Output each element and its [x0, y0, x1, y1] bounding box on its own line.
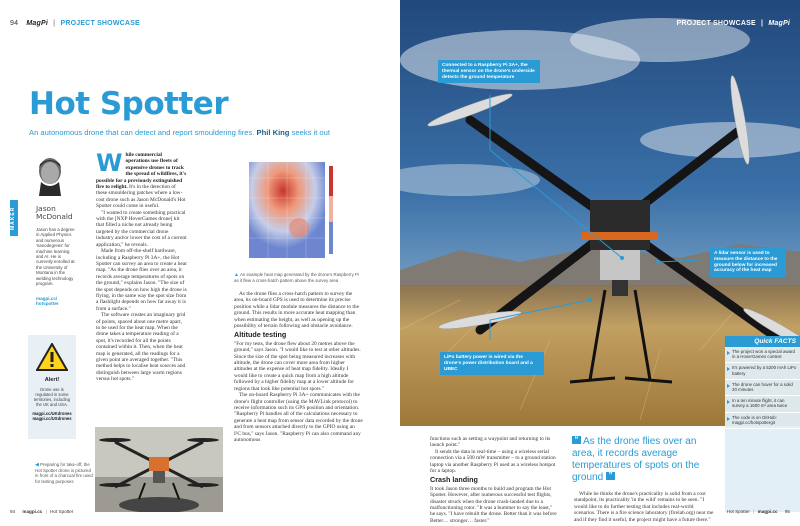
- standfirst-tail: seeks it out: [291, 128, 330, 137]
- maker-link[interactable]: [36, 296, 59, 307]
- footer-title: Hot Spotter: [726, 509, 750, 514]
- body-paragraph: functions such as setting a waypoint and returning to its launch point.": [430, 436, 551, 449]
- body-paragraph: As the drone flies a cross-hatch pattern to survey the area, its on-board GPS is used to determine its precise position while a lidar module measures the distance to the ground. This results in more accurate heat mapping than when estimating the height, as well as opening up the possibility of terrain following and obstacle avoidance.: [234, 291, 360, 330]
- quick-fact-item: The drone can hover for a solid 20 minutes: [725, 380, 800, 396]
- body-paragraph: Made from off-the-shelf hardware, including a Raspberry Pi 3A+, the Hot Spotter can survey an area to create a heat map. "As the drone flies over an area, it records average temperatures of spots on the ground," explains Jason. "The size of the spot depends on how high the drone is flying, in the same way the spot size from a flashlight depends on how far away it is from a surface.": [96, 248, 187, 312]
- pull-quote: [572, 436, 712, 484]
- heat-map-image: [241, 158, 339, 266]
- body-paragraph: It's in the detection of these smouldering patches where a low-cost drone such as Jason McDonald's Hot Spotter could come in useful.: [96, 184, 186, 210]
- section-label: PROJECT SHOWCASE: [60, 20, 140, 27]
- warning-icon: [36, 343, 68, 371]
- body-paragraph: It sends the data in real-time – using a wireless serial connection via a 500 mW transmitter – to a ground station laptop via another Raspberry Pi used as a wireless hotspot for a laptop.: [430, 448, 556, 475]
- quick-fact-item: It's powered by a 5200 mAh LiPo battery: [725, 363, 800, 379]
- quick-fact-item: The code is on GitHub: magpi.cc/hotspottergit: [725, 413, 800, 429]
- standfirst: [29, 128, 374, 137]
- section-label: PROJECT SHOWCASE: [676, 20, 756, 27]
- drone-photo-caption: [35, 462, 93, 484]
- pull-quote-text: As the drone flies over an area, it records average temperatures of spots on the ground: [572, 436, 700, 483]
- caption-arrow-icon: ▲: [234, 272, 239, 278]
- body-paragraph: "I wanted to create something practical with the [NXP HoverGames drone] kit that filled a niche not already being targeted by the commercial drone industry and/or lower the cost of a current application," he reveals.: [96, 209, 187, 248]
- quote-open-icon: “: [572, 436, 581, 444]
- right-header: PROJECT SHOWCASE | MagPi: [676, 20, 790, 27]
- maker-link-line1[interactable]: magpi.cc/: [36, 296, 58, 301]
- drop-cap: W: [96, 149, 123, 177]
- quick-facts-title: Quick FACTS: [725, 336, 800, 347]
- heat-map-caption: [234, 272, 364, 283]
- maker-name: [36, 205, 73, 221]
- body-column-4: [574, 491, 714, 523]
- quick-facts-list: [725, 347, 800, 429]
- quote-close-icon: ”: [606, 472, 615, 480]
- body-paragraph: The software creates an imaginary grid of points, spaced about one metre apart, to be used for the heat map. When the drone takes a temperature reading of a spot, it's recorded for all the points contained within it. Then, when the heat map is generated, all the readings for a given point are averaged together. "This method helps to localise heat sources and distinguish between large warm regions versus hot spots.": [96, 312, 186, 383]
- footer-title: Hot Spotter: [50, 509, 74, 514]
- maker-portrait: [28, 152, 72, 196]
- drone-photo: [95, 427, 223, 512]
- right-page: [400, 0, 800, 526]
- body-column-3: [430, 436, 558, 524]
- magazine-logo: MagPi: [26, 20, 48, 27]
- left-header: 94 MagPi | PROJECT SHOWCASE: [10, 20, 140, 27]
- subheading: Crash landing: [430, 475, 478, 485]
- maker-link-line2[interactable]: hotspotter: [36, 301, 59, 307]
- alert-link-us[interactable]: magpi.cc/USdrones: [32, 416, 72, 421]
- right-footer: Hot Spotter | magpi.cc 95: [726, 509, 790, 514]
- body-column-2: [234, 291, 363, 443]
- alert-text: Drone use is regulated in some territories, including the UK and USA.: [33, 387, 71, 407]
- page-number: 95: [784, 509, 790, 514]
- body-paragraph: The on-board Raspberry Pi 3A+ communicates with the drone's flight controller (using the MAVLink protocol) to receive information such its GPS position and orientation. "Raspberry Pi handles all of the calculations necessary to generate a heat map from sensor data recorded by the drone and from sensors attached directly to the GPIO using an I²C bus," says Jason. "Raspberry Pi can also command any autonomous: [234, 392, 363, 443]
- alert-link-uk[interactable]: magpi.cc/UKdrones: [32, 411, 72, 416]
- footer-mag: magpi.cc: [757, 509, 778, 514]
- caption-arrow-icon: ◀: [35, 462, 39, 468]
- caption-text: An example heat map generated by the drone's Raspberry Pi as it flew a cross-hatch pattern above the survey area: [234, 272, 359, 284]
- left-footer: 94 magpi.cc | Hot Spotter: [10, 509, 74, 514]
- body-paragraph: It took Jason three months to build and program the Hot Spotter. However, after numerous successful test flights, disaster struck when the drone crash-landed due to a malfunctioning rotor. "It was a bummer to say the least," he says. "I have rebuilt the drone. Better than it was before Better… stronger… faster.": [430, 485, 557, 524]
- standfirst-text: An autonomous drone that can detect and report smouldering fires.: [29, 128, 255, 137]
- alert-box: [28, 335, 76, 439]
- caption-text: Preparing for take-off, the Hot Spotter drone is pictured in front of a charcoal fire used for testing purposes: [35, 462, 93, 484]
- quick-facts-box: [725, 336, 800, 512]
- article-title: Hot Spotter: [29, 86, 229, 122]
- footer-mag: magpi.cc: [22, 509, 43, 514]
- subheading: Altitude testing: [234, 330, 287, 340]
- magazine-logo: MagPi: [768, 20, 790, 27]
- maker-last-name: McDonald: [36, 212, 73, 221]
- body-paragraph: "For my tests, the drone flew about 20 metres above the ground," says Jason. "I would like to test at other altitudes. Since the size of the spot being measured increases with altitude, the drone can cover more area from higher altitudes at the expense of heat map fidelity. Ideally I would like to create a quick map from a high altitude followed by a higher fidelity map at a lower altitude for regions that look like potential hot spots.": [234, 340, 361, 392]
- maker-bio: Jason has a degree in Applied Physics and numerous 'nanodegrees' for machine learning and AI. He is currently enrolled at the University of Montana in the welding technology program.: [36, 227, 75, 287]
- body-column-1: [96, 149, 187, 383]
- body-paragraph: While he thinks the drone's practicality is solid from a cost standpoint, its practicality 'in the wild' remains to be seen. "I would like to do further testing that includes real-world scenarios. There is a fire science laboratory (firelab.org) near me and if they find it useful, the project might have a future there.": [574, 491, 714, 523]
- alert-title: Alert!: [44, 377, 60, 383]
- author-name: Phil King: [256, 128, 290, 137]
- quick-fact-item: The project won a special award in a HoverGames contest: [725, 347, 800, 363]
- lipo-annotation: LiPo battery power is wired via the drone's power distribution board and a UBEC: [440, 352, 544, 375]
- lidar-annotation: A lidar sensor is used to measure the distance to the ground below for increased accuracy of the heat map: [710, 248, 786, 277]
- thermal-sensor-annotation: Connected to a Raspberry Pi 3A+, the thermal sensor on the drone's underside detects the ground temperature: [438, 60, 540, 83]
- page-number: 94: [10, 20, 19, 27]
- maker-tab: MAKER: [10, 200, 18, 236]
- intro-text: hile commercial operations use fleets of expensive drones to track the spread of wildfires, it's possible for a previously extinguished fire to relight.: [96, 152, 187, 191]
- page-number: 94: [10, 509, 16, 514]
- quick-fact-item: In a ten minute flight, it can survey a 1600 m² area twice: [725, 396, 800, 412]
- maker-first-name: Jason: [36, 204, 56, 213]
